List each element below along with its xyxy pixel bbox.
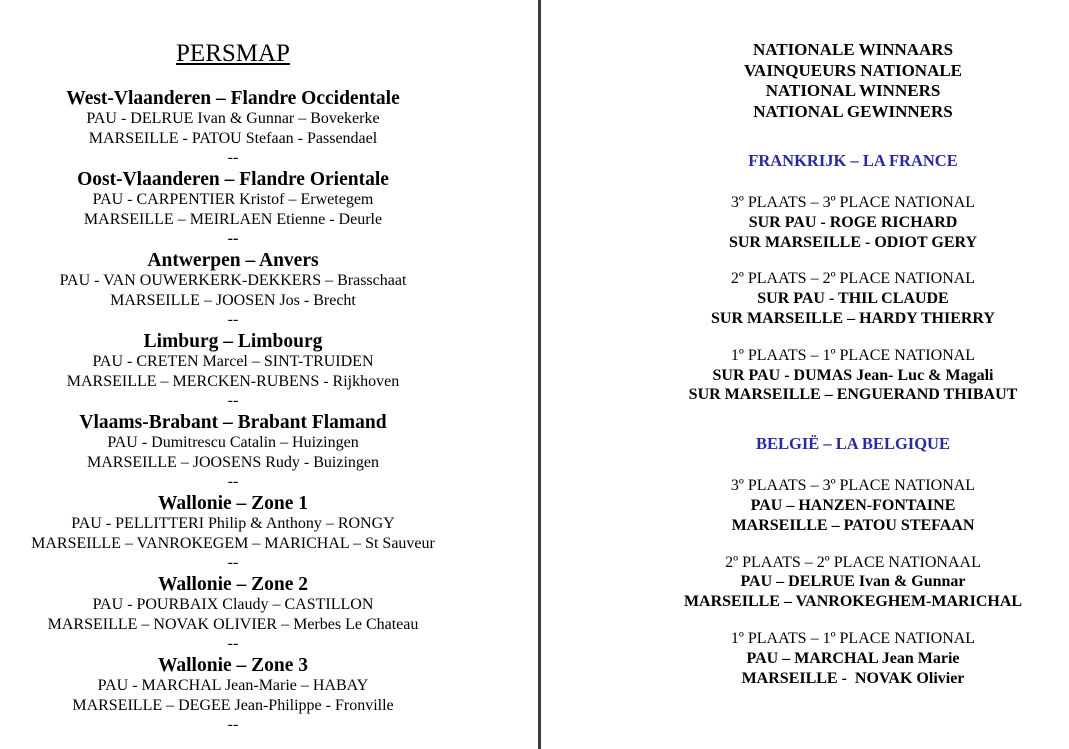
province-section-wallonie-zone-1 <box>0 493 466 572</box>
place-label: 1º PLAATS – 1º PLACE NATIONAL <box>730 629 976 647</box>
marseille-winner-line: MARSEILLE – DEGEE Jean-Philippe - Fronville <box>72 696 394 714</box>
marseille-winner-line: SUR MARSEILLE - ODIOT GERY <box>728 233 978 251</box>
province-section-antwerpen <box>0 250 466 329</box>
page-left <box>0 0 466 736</box>
title-line-fr: VAINQUEURS NATIONALE <box>743 60 963 80</box>
section-separator: -- <box>227 392 239 409</box>
province-heading: Antwerpen – Anvers <box>147 250 319 271</box>
pau-winner-line: SUR PAU - ROGE RICHARD <box>748 213 958 231</box>
section-separator: -- <box>227 311 239 328</box>
section-separator: -- <box>227 230 239 247</box>
province-section-oost-vlaanderen <box>0 169 466 248</box>
place-label: 3º PLAATS – 3º PLACE NATIONAL <box>730 194 976 211</box>
pau-winner-line: PAU - MARCHAL Jean-Marie – HABAY <box>97 677 369 694</box>
pau-winner-line: PAU - PELLITTERI Philip & Anthony – RONGY <box>71 515 395 532</box>
province-section-wallonie-zone-3 <box>0 655 466 734</box>
pau-winner-line: PAU - DELRUE Ivan & Gunnar – Bovekerke <box>86 110 380 127</box>
pau-winner-line: PAU - CARPENTIER Kristof – Erwetegem <box>92 191 374 208</box>
marseille-winner-line: MARSEILLE - NOVAK Olivier <box>741 669 965 687</box>
pau-winner-line: PAU – DELRUE Ivan & Gunnar <box>740 573 966 591</box>
title-line-nl: NATIONALE WINNAARS <box>752 40 954 59</box>
pau-winner-line: SUR PAU - THIL CLAUDE <box>757 290 949 308</box>
title-line-en: NATIONAL WINNERS <box>765 81 941 100</box>
pau-winner-line: SUR PAU - DUMAS Jean- Luc & Magali <box>712 366 994 384</box>
section-separator: -- <box>227 473 239 490</box>
page-right <box>633 0 1069 705</box>
place-block-1st <box>633 346 1069 405</box>
province-section-west-vlaanderen <box>0 88 466 167</box>
marseille-winner-line: MARSEILLE – MEIRLAEN Etienne - Deurle <box>83 210 383 228</box>
province-heading: Wallonie – Zone 2 <box>157 574 309 595</box>
place-block-3rd <box>633 476 1069 535</box>
marseille-winner-line: MARSEILLE – NOVAK OLIVIER – Merbes Le Chateau <box>47 615 419 633</box>
marseille-winner-line: MARSEILLE – PATOU STEFAAN <box>731 516 975 534</box>
marseille-winner-line: SUR MARSEILLE – ENGUERAND THIBAUT <box>688 386 1018 404</box>
country-heading-belgium: BELGIË – LA BELGIQUE <box>756 434 950 454</box>
marseille-winner-line: MARSEILLE – MERCKEN-RUBENS - Rijkhoven <box>66 372 400 390</box>
province-heading: Wallonie – Zone 1 <box>157 493 309 514</box>
country-section-france <box>633 151 1069 405</box>
section-separator: -- <box>227 149 239 166</box>
province-heading: West-Vlaanderen – Flandre Occidentale <box>66 88 400 109</box>
place-label: 2º PLAATS – 2º PLACE NATIONAAL <box>725 553 981 571</box>
section-separator: -- <box>227 716 239 733</box>
title-line-de: NATIONAL GEWINNERS <box>753 101 953 121</box>
province-heading: Limburg – Limbourg <box>143 331 323 352</box>
section-separator: -- <box>227 554 239 571</box>
province-section-limburg <box>0 331 466 410</box>
place-label: 1º PLAATS – 1º PLACE NATIONAL <box>730 346 976 364</box>
marseille-winner-line: MARSEILLE - PATOU Stefaan - Passendael <box>88 129 378 147</box>
province-section-vlaams-brabant <box>0 412 466 491</box>
place-block-3rd <box>633 193 1069 252</box>
province-heading: Wallonie – Zone 3 <box>157 655 309 676</box>
pau-winner-line: PAU - VAN OUWERKERK-DEKKERS – Brasschaat <box>59 272 407 289</box>
pau-winner-line: PAU – MARCHAL Jean Marie <box>746 649 960 667</box>
marseille-winner-line: MARSEILLE – JOOSENS Rudy - Buizingen <box>87 453 379 471</box>
page-divider-line <box>538 0 541 749</box>
place-block-2nd <box>633 269 1069 328</box>
place-block-1st <box>633 629 1069 688</box>
marseille-winner-line: MARSEILLE – JOOSEN Jos - Brecht <box>110 291 356 309</box>
section-separator: -- <box>227 635 239 652</box>
pau-winner-line: PAU - CRETEN Marcel – SINT-TRUIDEN <box>92 353 374 370</box>
place-label: 2º PLAATS – 2º PLACE NATIONAL <box>730 270 976 288</box>
place-label: 3º PLAATS – 3º PLACE NATIONAL <box>730 477 976 495</box>
marseille-winner-line: MARSEILLE – VANROKEGEM – MARICHAL – St Sauveur <box>31 534 435 552</box>
pau-winner-line: PAU – HANZEN-FONTAINE <box>750 496 956 514</box>
country-section-belgium <box>633 434 1069 688</box>
pau-winner-line: PAU - POURBAIX Claudy – CASTILLON <box>92 596 374 613</box>
marseille-winner-line: MARSEILLE – VANROKEGHEM-MARICHAL <box>683 593 1023 611</box>
country-heading-france: FRANKRIJK – LA FRANCE <box>748 151 958 170</box>
province-heading: Oost-Vlaanderen – Flandre Orientale <box>77 169 389 190</box>
province-heading: Vlaams-Brabant – Brabant Flamand <box>79 412 387 433</box>
place-block-2nd <box>633 553 1069 612</box>
pau-winner-line: PAU - Dumitrescu Catalin – Huizingen <box>107 434 359 451</box>
national-winners-title <box>633 40 1069 122</box>
province-section-wallonie-zone-2 <box>0 574 466 653</box>
persmap-title: PERSMAP <box>176 40 290 67</box>
marseille-winner-line: SUR MARSEILLE – HARDY THIERRY <box>711 309 995 327</box>
